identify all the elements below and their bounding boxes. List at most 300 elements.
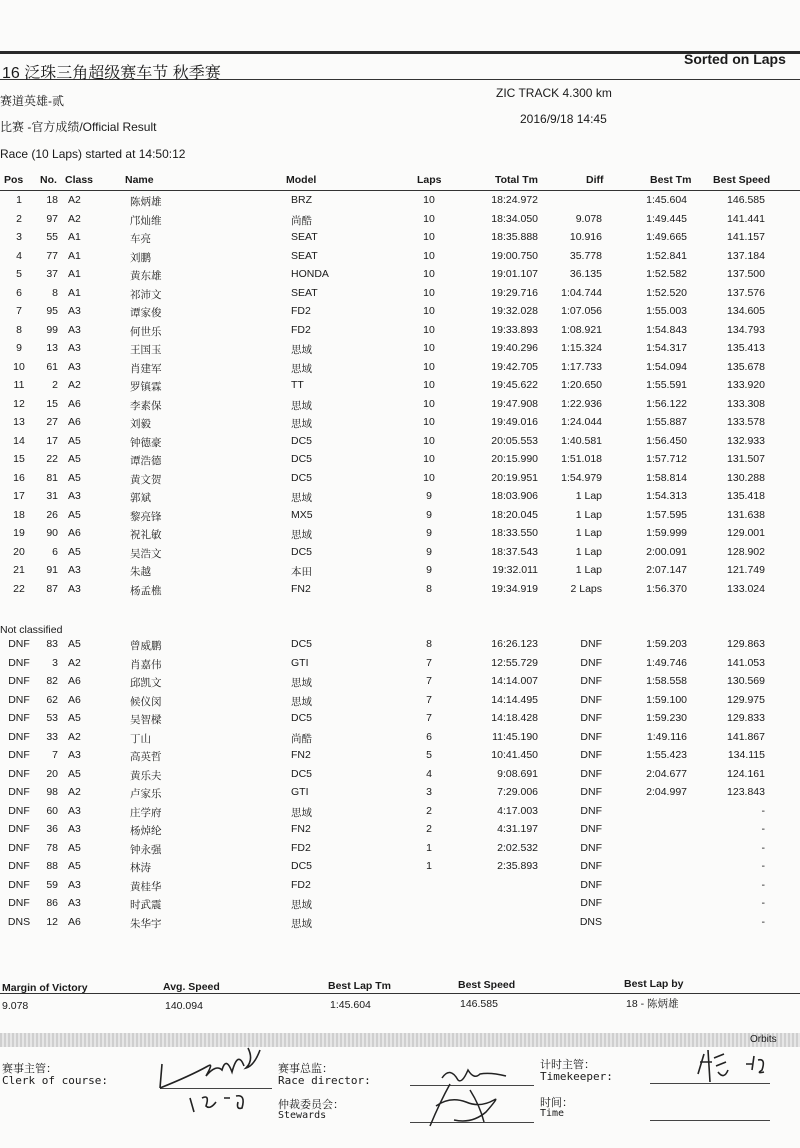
cell-model: DC5 — [291, 767, 313, 780]
cell-model: TT — [291, 379, 304, 391]
cell-model: DC5 — [291, 638, 313, 650]
cell-no: 6 — [52, 545, 58, 558]
cell-no: 97 — [46, 212, 58, 225]
cell-cls: A2 — [68, 212, 81, 225]
result-datetime: 2016/9/18 14:45 — [520, 112, 607, 126]
cell-best: 1:55.591 — [646, 379, 687, 391]
cell-no: 17 — [46, 434, 58, 447]
cell-name: 杨焯纶 — [130, 825, 162, 837]
cell-name: 曾威鹏 — [130, 640, 162, 652]
cell-no: 77 — [46, 249, 58, 262]
cell-speed: 137.576 — [727, 286, 765, 299]
cell-laps: 10 — [423, 434, 435, 447]
cell-pos: DNF — [8, 767, 30, 780]
cell-name: 李素保 — [130, 399, 162, 412]
cell-total: 19:42.705 — [491, 360, 538, 373]
cell-speed: 133.578 — [727, 416, 765, 428]
cell-speed: - — [761, 804, 765, 817]
cell-laps: 10 — [423, 342, 435, 354]
cell-cls: A1 — [68, 268, 81, 280]
cell-speed: 141.157 — [727, 231, 765, 243]
cell-laps: 10 — [423, 416, 435, 428]
cell-pos: DNS — [7, 915, 31, 928]
cell-name: 刘鹏 — [130, 251, 151, 264]
cell-model: DC5 — [291, 545, 313, 558]
cell-model: FD2 — [291, 878, 311, 891]
cell-diff: DNF — [580, 675, 602, 687]
cell-total: 20:15.990 — [491, 453, 538, 465]
cell-best: 1:56.370 — [646, 582, 687, 595]
cell-name: 祝礼敏 — [130, 529, 162, 541]
col-no: No. — [40, 174, 57, 186]
cell-no: 82 — [46, 675, 58, 687]
cell-best: 1:52.520 — [646, 286, 687, 299]
cell-no: 3 — [52, 656, 58, 669]
cell-best: 1:58.814 — [646, 471, 687, 484]
cell-diff: 35.778 — [569, 249, 602, 262]
cell-pos: 3 — [16, 231, 22, 243]
cell-laps: 9 — [426, 527, 432, 539]
not-classified-row — [0, 638, 800, 656]
not-classified-row — [0, 694, 800, 712]
cell-total: 19:47.908 — [491, 397, 538, 410]
col-pos: Pos — [4, 174, 24, 186]
cell-speed: 146.585 — [727, 194, 765, 206]
cell-total: 19:40.296 — [491, 342, 538, 354]
cell-no: 15 — [46, 397, 58, 410]
cell-speed: 141.053 — [727, 656, 765, 669]
cell-name: 黄桂华 — [130, 880, 162, 893]
cell-total: 18:37.543 — [491, 545, 538, 558]
cell-diff: DNF — [580, 749, 602, 761]
cell-total: 16:26.123 — [491, 638, 538, 650]
cell-name: 吴智樑 — [130, 714, 162, 726]
cell-cls: A3 — [68, 323, 81, 336]
result-row — [0, 398, 800, 416]
cell-total: 19:34.919 — [491, 582, 538, 595]
result-row — [0, 250, 800, 268]
cell-speed: 133.920 — [727, 379, 765, 391]
cell-cls: A5 — [68, 767, 81, 780]
cell-model: DC5 — [291, 471, 313, 484]
result-row — [0, 342, 800, 360]
track-name: ZIC TRACK 4.300 km — [496, 86, 612, 100]
cell-pos: 21 — [13, 564, 25, 576]
clerk-label-en: Clerk of course: — [2, 1074, 108, 1087]
cell-no: 26 — [46, 508, 58, 521]
cell-cls: A3 — [68, 582, 81, 595]
cell-speed: 129.863 — [727, 638, 765, 650]
cell-model: FN2 — [291, 582, 311, 595]
margin-label: Margin of Victory — [2, 982, 88, 994]
cell-model: 尚酷 — [291, 214, 312, 227]
cell-laps: 10 — [423, 360, 435, 373]
cell-pos: 14 — [13, 434, 25, 447]
cell-cls: A3 — [68, 749, 81, 761]
cell-diff: DNF — [580, 897, 602, 909]
result-row — [0, 527, 800, 545]
cell-cls: A1 — [68, 231, 81, 243]
race-director-label-en: Race director: — [278, 1074, 371, 1087]
best-speed-value: 146.585 — [460, 998, 498, 1010]
cell-model: 思域 — [291, 418, 312, 430]
cell-total: 4:17.003 — [497, 804, 538, 817]
cell-name: 候仪闵 — [130, 695, 162, 708]
orbits-brand: Orbits — [750, 1034, 777, 1045]
best-speed-label: Best Speed — [458, 979, 516, 991]
cell-no: 7 — [52, 749, 58, 761]
cell-pos: 10 — [13, 360, 25, 373]
cell-total: 19:29.716 — [491, 286, 538, 299]
cell-cls: A3 — [68, 897, 81, 909]
cell-best: 1:57.595 — [646, 508, 687, 521]
cell-model: SEAT — [291, 231, 318, 243]
cell-pos: DNF — [8, 656, 30, 669]
cell-model: FN2 — [291, 823, 311, 835]
cell-pos: DNF — [8, 860, 30, 872]
result-row — [0, 194, 800, 212]
cell-laps: 10 — [423, 305, 435, 317]
cell-laps: 10 — [423, 212, 435, 225]
cell-no: 62 — [46, 693, 58, 706]
not-classified-row — [0, 675, 800, 693]
cell-pos: DNF — [8, 878, 30, 891]
cell-speed: - — [761, 915, 765, 928]
cell-total: 10:41.450 — [491, 749, 538, 761]
column-header-rule — [0, 190, 800, 191]
col-class: Class — [65, 174, 94, 186]
cell-speed: 130.288 — [727, 471, 765, 484]
cell-diff: 1 Lap — [575, 545, 602, 558]
cell-pos: 20 — [13, 545, 25, 558]
cell-cls: A3 — [68, 878, 81, 891]
cell-diff: 1:07.056 — [561, 305, 602, 317]
result-row — [0, 268, 800, 286]
cell-total: 18:03.906 — [491, 490, 538, 502]
cell-cls: A5 — [68, 841, 81, 854]
best-lap-by-label: Best Lap by — [624, 978, 684, 990]
cell-diff: 9.078 — [575, 212, 602, 225]
cell-laps: 10 — [423, 194, 435, 206]
cell-total: 19:32.028 — [491, 305, 538, 317]
cell-model: DC5 — [291, 434, 313, 447]
margin-value: 9.078 — [2, 1000, 29, 1012]
cell-pos: 16 — [13, 471, 25, 484]
cell-total: 7:29.006 — [497, 786, 538, 798]
cell-model: 思域 — [291, 899, 312, 911]
cell-no: 22 — [46, 453, 58, 465]
cell-cls: A5 — [68, 453, 81, 465]
cell-cls: A3 — [68, 823, 81, 835]
cell-total: 4:31.197 — [497, 823, 538, 835]
cell-no: 12 — [46, 915, 58, 928]
result-row — [0, 435, 800, 453]
clerk-handwritten-signature — [150, 1036, 290, 1116]
cell-best: 1:52.841 — [646, 249, 687, 262]
cell-speed: 134.793 — [727, 323, 765, 336]
cell-speed: 135.413 — [727, 342, 765, 354]
cell-no: 99 — [46, 323, 58, 336]
cell-diff: DNF — [580, 638, 602, 650]
cell-speed: 131.507 — [727, 453, 765, 465]
cell-speed: - — [761, 860, 765, 872]
cell-diff: 1:40.581 — [561, 434, 602, 447]
result-row — [0, 583, 800, 601]
col-model: Model — [286, 174, 317, 186]
cell-model: 思域 — [291, 344, 312, 356]
cell-speed: 129.001 — [727, 527, 765, 539]
cell-no: 87 — [46, 582, 58, 595]
cell-diff: 1 Lap — [575, 508, 602, 521]
cell-name: 罗镇霖 — [130, 381, 162, 393]
cell-speed: 135.678 — [727, 360, 765, 373]
not-classified-label: Not classified — [0, 624, 63, 636]
result-row — [0, 231, 800, 249]
cell-laps: 7 — [426, 656, 432, 669]
cell-best: 1:49.665 — [646, 231, 687, 243]
cell-model: MX5 — [291, 508, 313, 521]
cell-no: 83 — [46, 638, 58, 650]
cell-cls: A2 — [68, 730, 81, 743]
cell-name: 杨孟樵 — [130, 584, 162, 597]
cell-model: GTI — [291, 786, 309, 798]
cell-cls: A5 — [68, 638, 81, 650]
cell-diff: DNF — [580, 841, 602, 854]
cell-pos: 18 — [13, 508, 25, 521]
timekeeper-label-cn: 计时主管： — [540, 1058, 595, 1071]
cell-laps: 7 — [426, 675, 432, 687]
cell-pos: DNF — [8, 786, 30, 798]
cell-cls: A5 — [68, 545, 81, 558]
cell-laps: 9 — [426, 545, 432, 558]
not-classified-row — [0, 731, 800, 749]
cell-pos: DNF — [8, 730, 30, 743]
cell-speed: 133.308 — [727, 397, 765, 410]
cell-speed: 129.833 — [727, 712, 765, 724]
cell-cls: A1 — [68, 286, 81, 299]
cell-model: GTI — [291, 656, 309, 669]
cell-diff: 1 Lap — [575, 564, 602, 576]
cell-speed: 137.184 — [727, 249, 765, 262]
race-info: Race (10 Laps) started at 14:50:12 — [0, 147, 186, 161]
best-lap-by-value: 18 - 陈炳雄 — [626, 998, 679, 1010]
cell-diff: DNF — [580, 860, 602, 872]
cell-best: 1:59.230 — [646, 712, 687, 724]
cell-name: 时武震 — [130, 899, 162, 911]
cell-diff: DNF — [580, 804, 602, 817]
cell-pos: 2 — [16, 212, 22, 225]
cell-total: 19:33.893 — [491, 323, 538, 336]
cell-model: SEAT — [291, 286, 318, 299]
cell-total: 20:05.553 — [491, 434, 538, 447]
avg-speed-value: 140.094 — [165, 1000, 203, 1012]
result-row — [0, 287, 800, 305]
cell-diff: 1 Lap — [575, 527, 602, 539]
cell-speed: - — [761, 823, 765, 835]
not-classified-row — [0, 805, 800, 823]
cell-diff: 1:54.979 — [561, 471, 602, 484]
cell-diff: 1:22.936 — [561, 397, 602, 410]
cell-laps: 10 — [423, 249, 435, 262]
cell-no: 91 — [46, 564, 58, 576]
cell-model: 思域 — [291, 362, 312, 375]
cell-cls: A3 — [68, 564, 81, 576]
cell-total: 11:45.190 — [492, 730, 538, 743]
cell-best: 2:04.997 — [646, 786, 687, 798]
cell-pos: 4 — [16, 249, 22, 262]
result-row — [0, 416, 800, 434]
cell-pos: 19 — [13, 527, 25, 539]
time-label-cn: 时间： — [540, 1096, 573, 1109]
clerk-label-cn: 赛事主管： — [2, 1062, 57, 1075]
col-laps: Laps — [417, 174, 442, 186]
cell-laps: 6 — [426, 730, 432, 743]
cell-model: FD2 — [291, 841, 311, 854]
cell-name: 车亮 — [130, 233, 151, 245]
result-row — [0, 453, 800, 471]
cell-pos: DNF — [8, 897, 30, 909]
result-label: 比赛 -官方成绩/Official Result — [0, 120, 157, 134]
cell-no: 36 — [46, 823, 58, 835]
cell-model: 思域 — [291, 399, 312, 412]
cell-pos: 12 — [13, 397, 25, 410]
cell-best: 1:54.317 — [646, 342, 687, 354]
col-best-speed: Best Speed — [713, 174, 771, 186]
cell-no: 13 — [46, 342, 58, 354]
cell-best: 1:59.100 — [646, 693, 687, 706]
cell-laps: 8 — [426, 638, 432, 650]
cell-diff: 10.916 — [569, 231, 602, 243]
cell-diff: 2 Laps — [570, 582, 602, 595]
cell-name: 林涛 — [130, 862, 151, 874]
cell-pos: 9 — [16, 342, 22, 354]
cell-no: 33 — [46, 730, 58, 743]
cell-laps: 2 — [426, 804, 432, 817]
cell-speed: - — [761, 897, 765, 909]
cell-pos: DNF — [8, 804, 30, 817]
result-row — [0, 379, 800, 397]
cell-no: 59 — [46, 878, 58, 891]
cell-name: 朱越 — [130, 566, 151, 578]
stewards-label-cn: 仲裁委员会： — [278, 1098, 344, 1111]
cell-best: 1:57.712 — [646, 453, 687, 465]
cell-pos: DNF — [8, 693, 30, 706]
cell-diff: DNF — [580, 767, 602, 780]
cell-total: 19:01.107 — [491, 268, 538, 280]
cell-name: 钟德豪 — [130, 436, 162, 449]
cell-diff: 1:51.018 — [561, 453, 602, 465]
top-rule — [0, 51, 800, 54]
sort-label: Sorted on Laps — [684, 51, 786, 67]
cell-name: 陈炳雄 — [130, 196, 162, 208]
cell-diff: DNF — [580, 786, 602, 798]
cell-model: 尚酷 — [291, 732, 312, 745]
cell-model: 思域 — [291, 806, 312, 819]
cell-pos: 15 — [13, 453, 25, 465]
cell-best: 1:58.558 — [646, 675, 687, 687]
cell-no: 81 — [46, 471, 58, 484]
cell-speed: 128.902 — [727, 545, 765, 558]
cell-no: 18 — [46, 194, 58, 206]
time-signature-line — [650, 1120, 770, 1121]
cell-total: 14:14.495 — [491, 693, 538, 706]
cell-no: 95 — [46, 305, 58, 317]
cell-best: 1:55.423 — [646, 749, 687, 761]
not-classified-row — [0, 768, 800, 786]
cell-best: 1:49.445 — [646, 212, 687, 225]
cell-best: 1:56.450 — [646, 434, 687, 447]
cell-cls: A3 — [68, 360, 81, 373]
cell-model: FN2 — [291, 749, 311, 761]
cell-model: FD2 — [291, 305, 311, 317]
cell-total: 2:02.532 — [497, 841, 538, 854]
cell-laps: 10 — [423, 286, 435, 299]
cell-name: 王国玉 — [130, 344, 162, 356]
cell-model: 思域 — [291, 695, 312, 708]
cell-model: 本田 — [291, 566, 312, 578]
cell-cls: A2 — [68, 656, 81, 669]
cell-model: DC5 — [291, 860, 313, 872]
cell-cls: A6 — [68, 397, 81, 410]
cell-model: BRZ — [291, 194, 312, 206]
cell-laps: 8 — [426, 582, 432, 595]
best-lap-label: Best Lap Tm — [328, 980, 392, 992]
event-title: 16 泛珠三角超级赛车节 秋季赛 — [2, 65, 221, 82]
cell-diff: DNF — [580, 823, 602, 835]
cell-total: 20:19.951 — [491, 471, 538, 484]
cell-cls: A3 — [68, 305, 81, 317]
footer-band — [0, 1033, 800, 1047]
cell-laps: 1 — [426, 841, 432, 854]
cell-cls: A6 — [68, 675, 81, 687]
cell-cls: A3 — [68, 490, 81, 502]
cell-name: 何世乐 — [130, 325, 162, 338]
cell-laps: 10 — [423, 379, 435, 391]
cell-total: 14:14.007 — [491, 675, 538, 687]
not-classified-row — [0, 712, 800, 730]
cell-laps: 10 — [423, 471, 435, 484]
cell-name: 肖嘉伟 — [130, 658, 162, 671]
not-classified-row — [0, 860, 800, 878]
cell-pos: 13 — [13, 416, 25, 428]
cell-cls: A6 — [68, 693, 81, 706]
cell-speed: 134.605 — [727, 305, 765, 317]
cell-model: 思域 — [291, 529, 312, 541]
cell-speed: 130.569 — [727, 675, 765, 687]
not-classified-row — [0, 749, 800, 767]
cell-best: 1:54.313 — [646, 490, 687, 502]
col-diff: Diff — [586, 174, 604, 186]
cell-name: 卢家乐 — [130, 788, 162, 800]
result-row — [0, 509, 800, 527]
cell-no: 53 — [46, 712, 58, 724]
result-row — [0, 564, 800, 582]
cell-laps: 2 — [426, 823, 432, 835]
cell-speed: 133.024 — [727, 582, 765, 595]
cell-cls: A5 — [68, 434, 81, 447]
cell-laps: 7 — [426, 712, 432, 724]
cell-best: 1:56.122 — [646, 397, 687, 410]
cell-no: 78 — [46, 841, 58, 854]
cell-name: 黄东雄 — [130, 270, 162, 282]
cell-pos: DNF — [8, 675, 30, 687]
result-row — [0, 472, 800, 490]
cell-best: 2:07.147 — [646, 564, 687, 576]
cell-total: 12:55.729 — [491, 656, 538, 669]
cell-pos: DNF — [8, 638, 30, 650]
cell-diff: DNF — [580, 712, 602, 724]
cell-no: 8 — [52, 286, 58, 299]
